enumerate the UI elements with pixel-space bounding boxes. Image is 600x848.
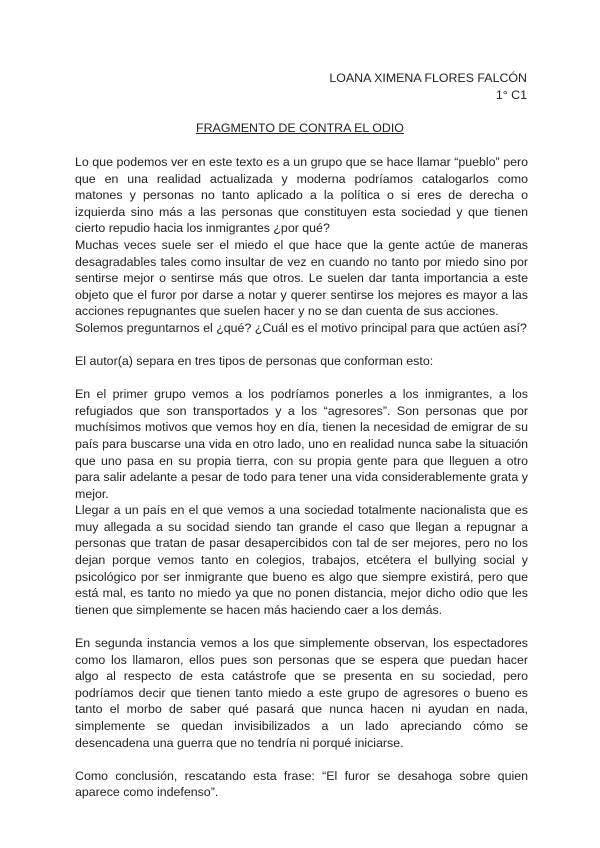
paragraph: Lo que podemos ver en este texto es a un grupo que se hace llamar “pueblo” pero que en una realidad actualizada y moderna podríamos catalogarlos como matones y personas no tanto aplicado a la política o si eres de derecha o izquierda sino más a las personas que constituyen esta sociedad y que tienen cierto repudio hacia los inmigrantes ¿por qué? bbox=[75, 155, 528, 236]
paragraph: En segunda instancia vemos a los que simplemente observan, los espectadores como los llamaron, ellos pues son personas que se espera que puedan hacer algo al respecto de esta catástrofe que se presenta en su sociedad, pero podríamos decir que tienen tanto miedo a este grupo de agresores o bueno es tanto el morbo de saber qué pasará que nunca hacen ni ayudan en nada, simplemente se quedan invisibilizados a un lado apreciando cómo se desencadena una guerra que no tendría ni porqué iniciarse. bbox=[75, 635, 528, 750]
paragraph: Solemos preguntarnos el ¿qué? ¿Cuál es el motivo principal para que actúen así? bbox=[75, 320, 527, 335]
paragraph-spacer bbox=[75, 370, 528, 387]
paragraph: Llegar a un país en el que vemos a una sociedad totalmente nacionalista que es muy allegada a su socidad siendo tan grande el caso que llegan a repugnar a personas que tratan de pasar desapercibidos con tal de ser mejores, pero no los dejan porque vemos tanto en colegios, trabajos, etcétera el bullying social y psicológico por ser inmigrante que bueno es algo que siempre existirá, pero que está mal, es tanto no miedo ya que no ponen distancia, mejor dicho odio que les tienen que simplemente se hacen más haciendo caer a los demás. bbox=[75, 503, 528, 617]
paragraph: El autor(a) separa en tres tipos de personas que conforman esto: bbox=[75, 354, 434, 369]
paragraph-spacer bbox=[75, 751, 528, 768]
document-title-row bbox=[0, 120, 600, 137]
paragraph: Como conclusión, rescatando esta frase: “El furor se desahoga sobre quien aparece como indefenso”. bbox=[75, 768, 528, 800]
document-body bbox=[75, 154, 528, 801]
grade-label: 1° C1 bbox=[495, 88, 527, 102]
paragraph-spacer bbox=[75, 337, 528, 354]
author-name: LOANA XIMENA FLORES FALCÓN bbox=[329, 71, 527, 85]
paragraph: Muchas veces suele ser el miedo el que hace que la gente actúe de maneras desagradables tales como insultar de vez en cuando no tanto por miedo sino por sentirse mejor o sentirse más que otros. Le suelen dar tanta importancia a este objeto que el furor por darse a notar y querer sentirse los mejores es mayor a las acciones repugnantes que suelen hacer y no se dan cuenta de sus acciones. bbox=[75, 237, 528, 319]
paragraph: En el primer grupo vemos a los podríamos ponerles a los inmigrantes, a los refugiados que son transportados y a los “agresores”. Son personas que por muchísimos motivos que vemos hoy en día, tienen la necesidad de emigrar de su país para buscarse una vida en otro lado, uno en realidad nunca sabe la situación que uno pasa en su propia tierra, con su propia gente para que lleguen a otro para salir adelante a pesar de todo para tener una vida considerablemente grata y mejor. bbox=[75, 387, 528, 501]
document-title: FRAGMENTO DE CONTRA EL ODIO bbox=[196, 121, 404, 135]
paragraph-spacer bbox=[75, 618, 528, 635]
author-header bbox=[329, 70, 527, 104]
